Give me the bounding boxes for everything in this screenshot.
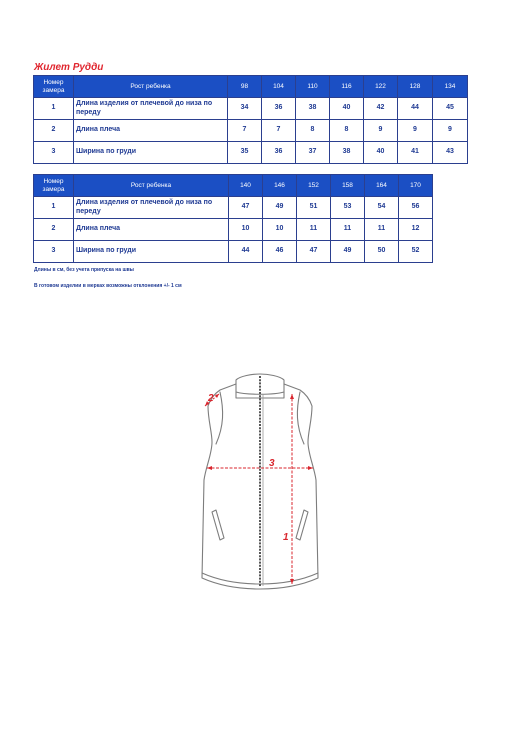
value-cell: 54 <box>365 197 399 219</box>
table-row <box>34 241 433 263</box>
header-height: Рост ребенка <box>74 175 229 197</box>
measure-name: Длина плеча <box>74 120 228 142</box>
value-cell: 40 <box>330 98 364 120</box>
value-cell: 11 <box>365 219 399 241</box>
header-size: 98 <box>228 76 262 98</box>
table-header-row <box>34 76 468 98</box>
measure-number: 3 <box>34 241 74 263</box>
header-size: 122 <box>364 76 398 98</box>
value-cell: 49 <box>331 241 365 263</box>
value-cell: 45 <box>433 98 468 120</box>
note-lengths: Длины в см, без учета припуска на швы <box>34 267 134 273</box>
header-size: 104 <box>262 76 296 98</box>
value-cell: 11 <box>297 219 331 241</box>
label-3: 3 <box>269 458 275 469</box>
header-measure-number: Номер замера <box>34 76 74 98</box>
value-cell: 10 <box>229 219 263 241</box>
measure-name: Ширина по груди <box>74 241 229 263</box>
value-cell: 8 <box>296 120 330 142</box>
value-cell: 37 <box>296 142 330 164</box>
value-cell: 34 <box>228 98 262 120</box>
value-cell: 52 <box>399 241 433 263</box>
measure-name: Длина изделия от плечевой до низа по переду <box>74 197 229 219</box>
measure-name: Длина плеча <box>74 219 229 241</box>
measure-name: Длина изделия от плечевой до низа по переду <box>74 98 228 120</box>
measure-number: 1 <box>34 98 74 120</box>
value-cell: 53 <box>331 197 365 219</box>
value-cell: 40 <box>364 142 398 164</box>
value-cell: 10 <box>263 219 297 241</box>
value-cell: 47 <box>297 241 331 263</box>
header-height: Рост ребенка <box>74 76 228 98</box>
table-header-row <box>34 175 433 197</box>
value-cell: 42 <box>364 98 398 120</box>
header-size: 110 <box>296 76 330 98</box>
measure-number: 3 <box>34 142 74 164</box>
header-size: 146 <box>263 175 297 197</box>
measure-number: 1 <box>34 197 74 219</box>
value-cell: 47 <box>229 197 263 219</box>
vest-diagram <box>190 370 330 595</box>
value-cell: 56 <box>399 197 433 219</box>
value-cell: 9 <box>364 120 398 142</box>
product-title: Жилет Рудди <box>34 62 104 73</box>
value-cell: 12 <box>399 219 433 241</box>
value-cell: 35 <box>228 142 262 164</box>
value-cell: 43 <box>433 142 468 164</box>
value-cell: 36 <box>262 142 296 164</box>
header-size: 152 <box>297 175 331 197</box>
measure-number: 2 <box>34 219 74 241</box>
value-cell: 46 <box>263 241 297 263</box>
header-size: 164 <box>365 175 399 197</box>
value-cell: 44 <box>398 98 433 120</box>
value-cell: 50 <box>365 241 399 263</box>
table-row <box>34 142 468 164</box>
table-row <box>34 120 468 142</box>
table-row <box>34 219 433 241</box>
value-cell: 49 <box>263 197 297 219</box>
value-cell: 36 <box>262 98 296 120</box>
size-table-2 <box>33 174 433 263</box>
value-cell: 9 <box>398 120 433 142</box>
label-2: 2 <box>208 393 214 404</box>
table-row <box>34 197 433 219</box>
value-cell: 7 <box>262 120 296 142</box>
header-size: 134 <box>433 76 468 98</box>
header-size: 158 <box>331 175 365 197</box>
value-cell: 51 <box>297 197 331 219</box>
value-cell: 7 <box>228 120 262 142</box>
label-1: 1 <box>283 532 289 543</box>
zipper-line <box>260 376 263 586</box>
table-row <box>34 98 468 120</box>
value-cell: 9 <box>433 120 468 142</box>
value-cell: 38 <box>296 98 330 120</box>
measure-number: 2 <box>34 120 74 142</box>
value-cell: 38 <box>330 142 364 164</box>
value-cell: 11 <box>331 219 365 241</box>
note-tolerance: В готовом изделии в мерках возможны отклонения +/- 1 см <box>34 283 182 289</box>
header-measure-number: Номер замера <box>34 175 74 197</box>
measure-name: Ширина по груди <box>74 142 228 164</box>
value-cell: 8 <box>330 120 364 142</box>
header-size: 116 <box>330 76 364 98</box>
value-cell: 41 <box>398 142 433 164</box>
header-size: 140 <box>229 175 263 197</box>
header-size: 170 <box>399 175 433 197</box>
size-table-1 <box>33 75 468 164</box>
value-cell: 44 <box>229 241 263 263</box>
header-size: 128 <box>398 76 433 98</box>
